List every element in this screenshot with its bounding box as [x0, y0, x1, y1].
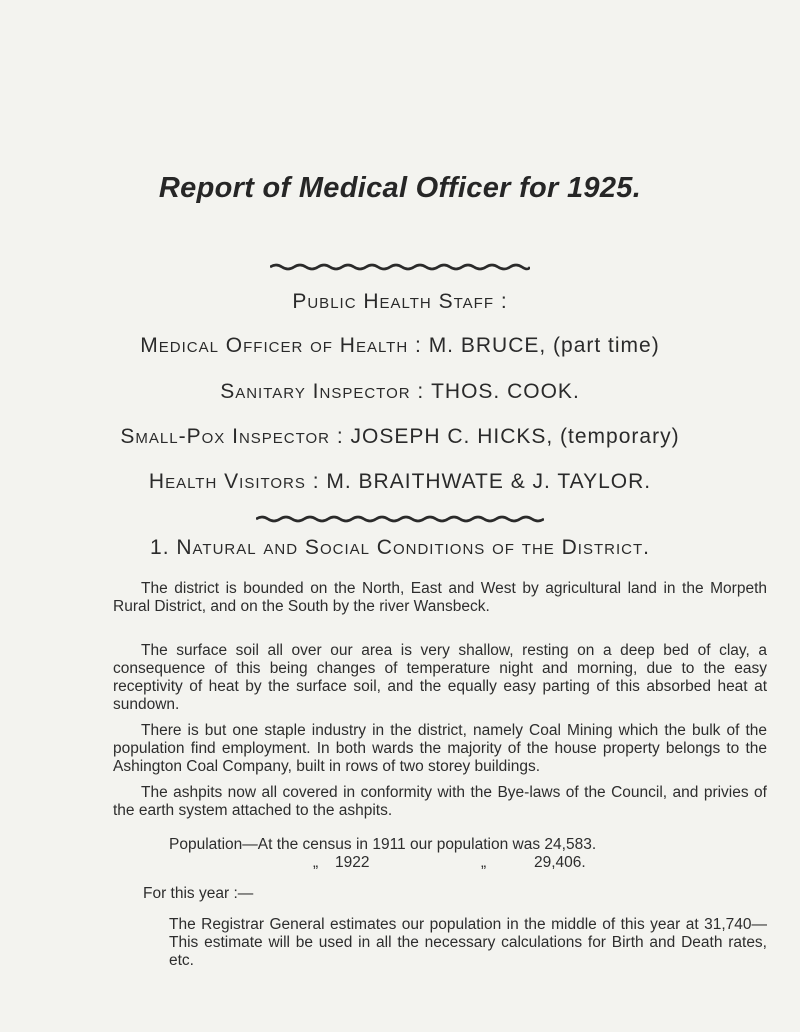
paragraph-industry: There is but one staple industry in the district, namely Coal Mining which the bulk of the population find employment. In both wards the majority of the house property belongs to the Ashington Coal Company, built in rows of two storey buildings.: [113, 722, 767, 775]
decorative-rule-top: [270, 262, 530, 272]
section-heading: 1. Natural and Social Conditions of the District.: [150, 536, 650, 559]
page-title: Report of Medical Officer for 1925.: [158, 172, 642, 204]
registrar-estimate: The Registrar General estimates our population in the middle of this year at 31,740—This estimate will be used in all the necessary calculations for Birth and Death rates, etc.: [169, 916, 767, 969]
si-label: Sanitary Inspector :: [220, 380, 432, 403]
hv-value: M. BRAITHWATE & J. TAYLOR.: [326, 470, 652, 493]
paragraph-boundaries: The district is bounded on the North, East and West by agricultural land in the Morpeth Rural District, and on the South by the river Wansbeck.: [113, 580, 767, 615]
paragraph-soil: The surface soil all over our area is very shallow, resting on a deep bed of clay, a consequence of this being changes of temperature night and morning, due to the easy receptivity of heat by the surface soil, and the equally easy parting of this absorbed heat at sundown.: [113, 642, 767, 713]
staff-health-visitors: [0, 470, 800, 494]
spi-label: Small-Pox Inspector :: [120, 425, 351, 448]
for-this-year-label: For this year :—: [143, 885, 254, 902]
population-census-1911: Population—At the census in 1911 our population was 24,583.: [169, 836, 597, 853]
si-value: THOS. COOK.: [431, 380, 580, 403]
population-value-1922: 29,406.: [534, 854, 586, 871]
ditto-mark: „: [481, 854, 487, 871]
moh-label: Medical Officer of Health :: [140, 334, 429, 357]
staff-sanitary-inspector: [0, 380, 800, 404]
staff-moh: [0, 334, 800, 358]
staff-smallpox-inspector: [0, 425, 800, 449]
paragraph-ashpits: The ashpits now all covered in conformity with the Bye-laws of the Council, and privies of the earth system attached to the ashpits.: [113, 784, 767, 819]
moh-value: M. BRUCE, (part time): [428, 334, 660, 357]
decorative-rule-bottom: [256, 514, 544, 524]
staff-heading: Public Health Staff :: [292, 290, 508, 313]
ditto-mark: „: [313, 854, 319, 871]
hv-label: Health Visitors :: [148, 470, 327, 493]
population-year-1922: 1922: [335, 854, 370, 871]
spi-value: JOSEPH C. HICKS, (temporary): [350, 425, 680, 448]
